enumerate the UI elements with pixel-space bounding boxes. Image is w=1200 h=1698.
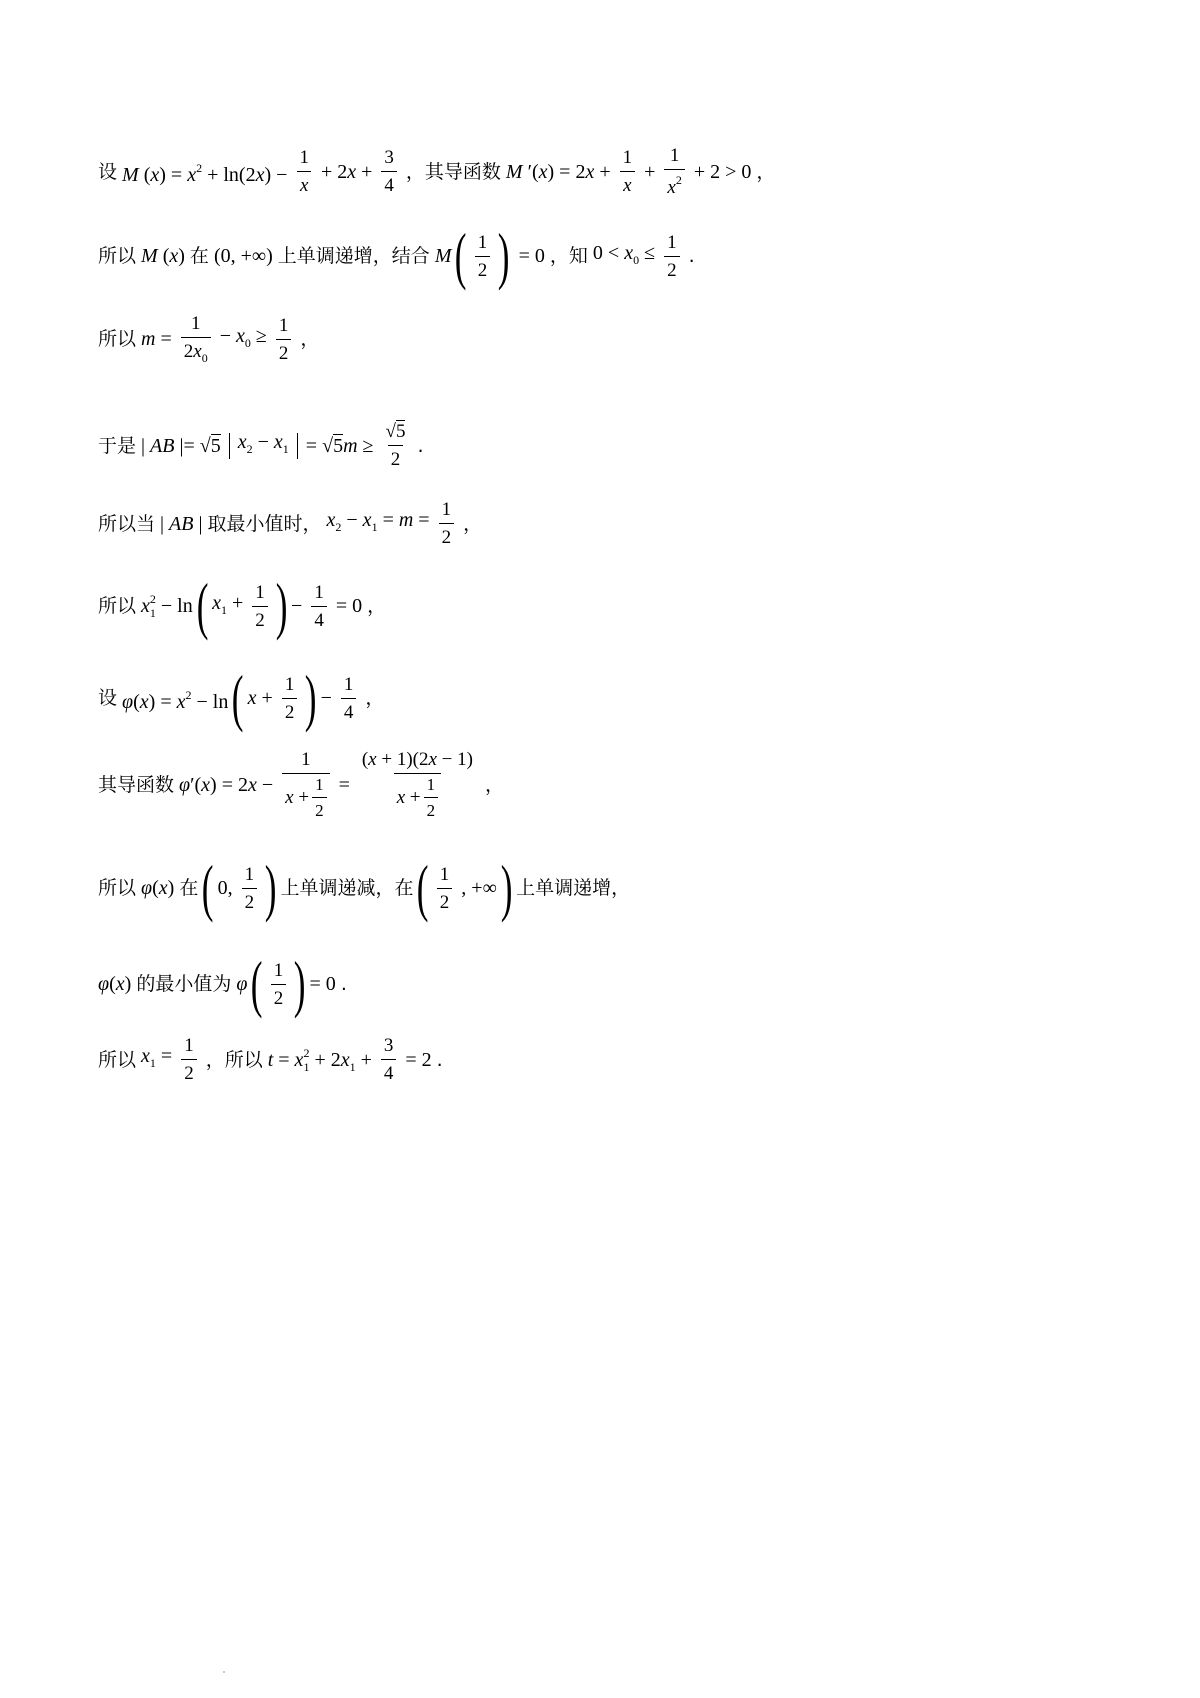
fraction: $\frac{1}{4}$	[311, 583, 327, 630]
text-9b: 在	[179, 877, 199, 899]
text-4a: 于是	[98, 434, 137, 457]
fraction: $\frac{1}{2}$	[276, 316, 292, 363]
text-8b: ，	[484, 773, 504, 796]
text-7a: 设	[98, 687, 118, 709]
fraction: $\frac{1}{2}$	[242, 865, 258, 912]
text-5b: 取最小值时，	[207, 512, 322, 535]
fraction: $\frac{1}{2}$	[181, 1036, 197, 1083]
fraction: $\frac{1}{2}$	[439, 500, 455, 547]
math-line-2: 所以 M (x) 在 (0, +∞) 上单调递增，结合 M ( $\frac{1}{2}$ ) = 0 ，知 $0 < x_0$ ≤ $\frac{1}{2}$ .	[98, 220, 695, 291]
text-11c: .	[436, 1048, 443, 1071]
text-8a: 其导函数	[98, 773, 175, 796]
text-10a: 的最小值为	[136, 973, 232, 995]
text-6b: ，	[367, 595, 387, 617]
fraction: $\frac{1}{x}$	[620, 148, 636, 195]
math-line-3: 所以 m = $\frac{1}{2x_0}$ − $x_0$ ≥ $\frac{1}{2}$ ，	[98, 313, 320, 365]
text-9c: 上单调递减，在	[280, 877, 414, 899]
formula-M-prime: M ′(x) = 2x +	[505, 160, 611, 183]
fraction: (x + 1)(2x − 1) x + $\frac{1}{2}$	[361, 749, 473, 820]
fraction: $\frac{3}{4}$	[381, 1036, 397, 1083]
page-dot	[223, 1671, 225, 1673]
text-3b: ，	[300, 328, 320, 350]
fraction: $\frac{1}{2}$	[282, 675, 298, 722]
text-2c: 上单调递增，结合	[277, 245, 430, 267]
formula-M-def: M $(x) = x^2 + \ln(2x)$ −	[122, 161, 288, 186]
fraction: $\frac{1}{2x_0}$	[181, 314, 211, 364]
text-10b: .	[340, 973, 347, 995]
math-line-9: 所以 φ(x) 在 ( 0, $\frac{1}{2}$ ) 上单调递减，在 ( $\frac{1}{2}$ , +∞ ) 上单调递增，	[98, 852, 631, 923]
text-6a: 所以	[98, 595, 137, 617]
text-7b: ，	[365, 687, 385, 709]
math-line-6: 所以 $x_1^2 - \ln$ ( $x_1$ + $\frac{1}{2}$ ) − $\frac{1}{4}$ = 0 ，	[98, 570, 387, 641]
fraction: $\frac{1}{2}$	[252, 583, 268, 630]
text-5a: 所以当	[98, 512, 156, 535]
math-line-8: 其导函数 φ′(x) = 2x − 1 x + $\frac{1}{2}$ = (x + 1)(2x − 1) x + $\frac{1}{2}$ ，	[98, 749, 504, 820]
math-line-11: 所以 $x_1$ = $\frac{1}{2}$ ，所以 $t = x_1^2 + 2x_1$ + $\frac{3}{4}$ = 2 .	[98, 1035, 443, 1084]
fraction: 1 x + $\frac{1}{2}$	[282, 750, 329, 819]
math-line-5: 所以当 | AB | 取最小值时， $x_2 - x_1 = m$ = $\frac{1}{2}$ ，	[98, 499, 483, 548]
fraction: $\frac{1}{4}$	[341, 675, 357, 722]
math-line-1: 设 M $(x) = x^2 + \ln(2x)$ − $\frac{1}{x}$ + 2x + $\frac{3}{4}$ ，其导函数 M ′(x) = 2x + $\frac{1}{x}$ + $\frac{1}{x^2}$ + 2 > 0 ，	[98, 145, 776, 198]
fraction: $\frac{1}{2}$	[271, 961, 287, 1008]
text-3a: 所以	[98, 328, 137, 350]
math-line-7: 设 $\varphi(x) = x^2 - \ln$ ( x + $\frac{1}{2}$ ) − $\frac{1}{4}$ ，	[98, 662, 385, 733]
math-line-4: 于是 | AB |= √5 $x_2 - x_1 = √5m$ ≥ $\frac{√5}{2}$ .	[98, 421, 424, 470]
text-2b: 在	[189, 245, 209, 267]
fraction: $\frac{1}{2}$	[475, 233, 491, 280]
text-9d: 上单调递增，	[516, 877, 631, 899]
fraction: $\frac{1}{x^2}$	[664, 146, 684, 197]
text-11b: ，所以	[205, 1048, 263, 1071]
text-2d: ，知	[549, 245, 588, 267]
text-5c: ，	[463, 512, 483, 535]
text-1c: ，	[756, 160, 776, 183]
text-4b: .	[417, 434, 424, 457]
text-11a: 所以	[98, 1048, 137, 1071]
math-line-10: φ(x) 的最小值为 φ ( $\frac{1}{2}$ ) = 0 .	[98, 948, 347, 1019]
fraction: $\frac{1}{2}$	[664, 233, 680, 280]
fraction: $\frac{1}{x}$	[296, 148, 312, 195]
fraction: $\frac{3}{4}$	[381, 148, 397, 195]
text-2e: .	[688, 245, 695, 267]
text-1b: ，其导函数	[405, 160, 501, 183]
fraction: $\frac{√5}{2}$	[385, 421, 406, 470]
fraction: $\frac{1}{2}$	[437, 865, 453, 912]
text-1a: 设	[98, 160, 118, 183]
text-9a: 所以	[98, 877, 137, 899]
text-2a: 所以	[98, 245, 137, 267]
